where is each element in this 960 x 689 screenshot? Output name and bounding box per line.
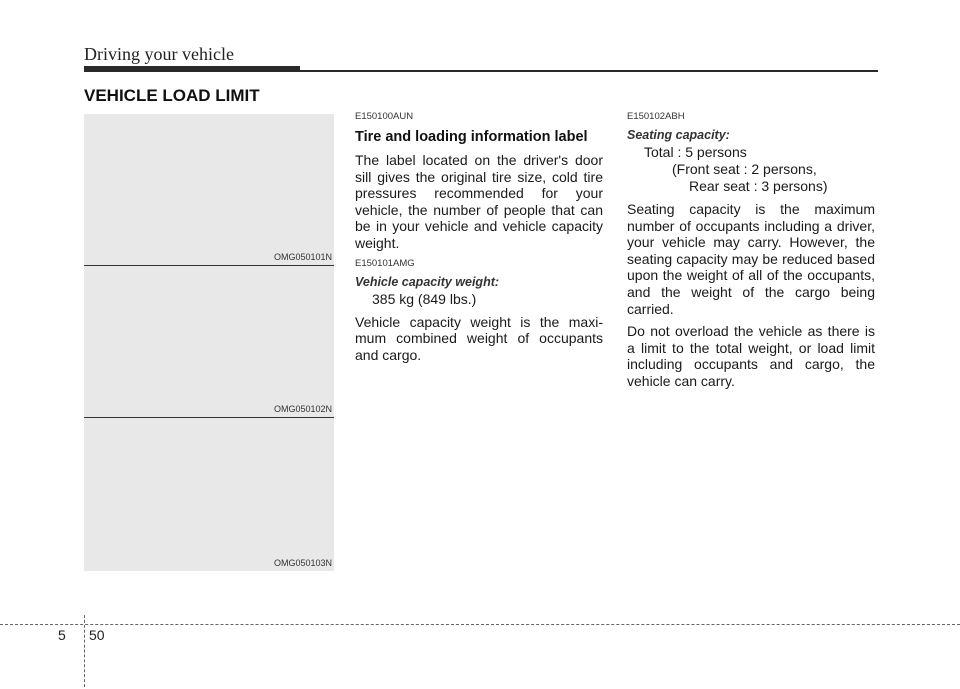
section-title: VEHICLE LOAD LIMIT bbox=[84, 86, 260, 105]
column-2 bbox=[627, 111, 875, 396]
column-1 bbox=[355, 111, 603, 369]
image-code-2: OMG050102N bbox=[273, 404, 332, 414]
section-code-2: E150101AMG bbox=[355, 257, 415, 269]
tire-label-heading: Tire and loading information label bbox=[355, 129, 588, 145]
footer-vertical-rule bbox=[84, 615, 85, 687]
footer-rule bbox=[0, 624, 960, 625]
seating-front: (Front seat : 2 persons, bbox=[672, 161, 817, 177]
image-panel-3 bbox=[84, 418, 334, 571]
image-code-1: OMG050101N bbox=[273, 252, 332, 262]
header-rule bbox=[300, 70, 878, 72]
capacity-weight-label: Vehicle capacity weight: bbox=[355, 274, 500, 289]
tire-label-paragraph: The label located on the driver's door sill gives the original tire size, cold tire pressures recommended for your vehicle, the number of people that can be in your vehicle and vehicle capacity weight. bbox=[355, 152, 603, 251]
seating-paragraph-2: Do not overload the vehicle as there is a limit to the total weight, or load limit including occupants and cargo, the vehicle can carry. bbox=[627, 323, 875, 389]
image-panel-1 bbox=[84, 114, 334, 265]
header-bar bbox=[84, 66, 300, 72]
seating-rear: Rear seat : 3 persons) bbox=[689, 178, 828, 194]
section-code-1: E150100AUN bbox=[355, 111, 414, 122]
capacity-weight-value: 385 kg (849 lbs.) bbox=[372, 290, 477, 307]
page-chapter-number: 5 bbox=[58, 627, 66, 643]
page-number: 50 bbox=[89, 627, 105, 643]
chapter-title: Driving your vehicle bbox=[84, 44, 234, 64]
image-panel-2 bbox=[84, 266, 334, 417]
seating-total: Total : 5 persons bbox=[644, 144, 747, 160]
seating-paragraph-1: Seating capacity is the maximum number of occupants including a driver, your vehicle may carry. However, the seating capacity may be reduced based upon the weight of all of the occupants, and the weight of the cargo being carried. bbox=[627, 201, 875, 317]
image-code-3: OMG050103N bbox=[273, 558, 332, 568]
seating-capacity-label: Seating capacity: bbox=[627, 128, 730, 142]
section-code-3: E150102ABH bbox=[627, 111, 685, 122]
capacity-weight-paragraph: Vehicle capacity weight is the maxi-mum combined weight of occupants and cargo. bbox=[355, 313, 603, 363]
